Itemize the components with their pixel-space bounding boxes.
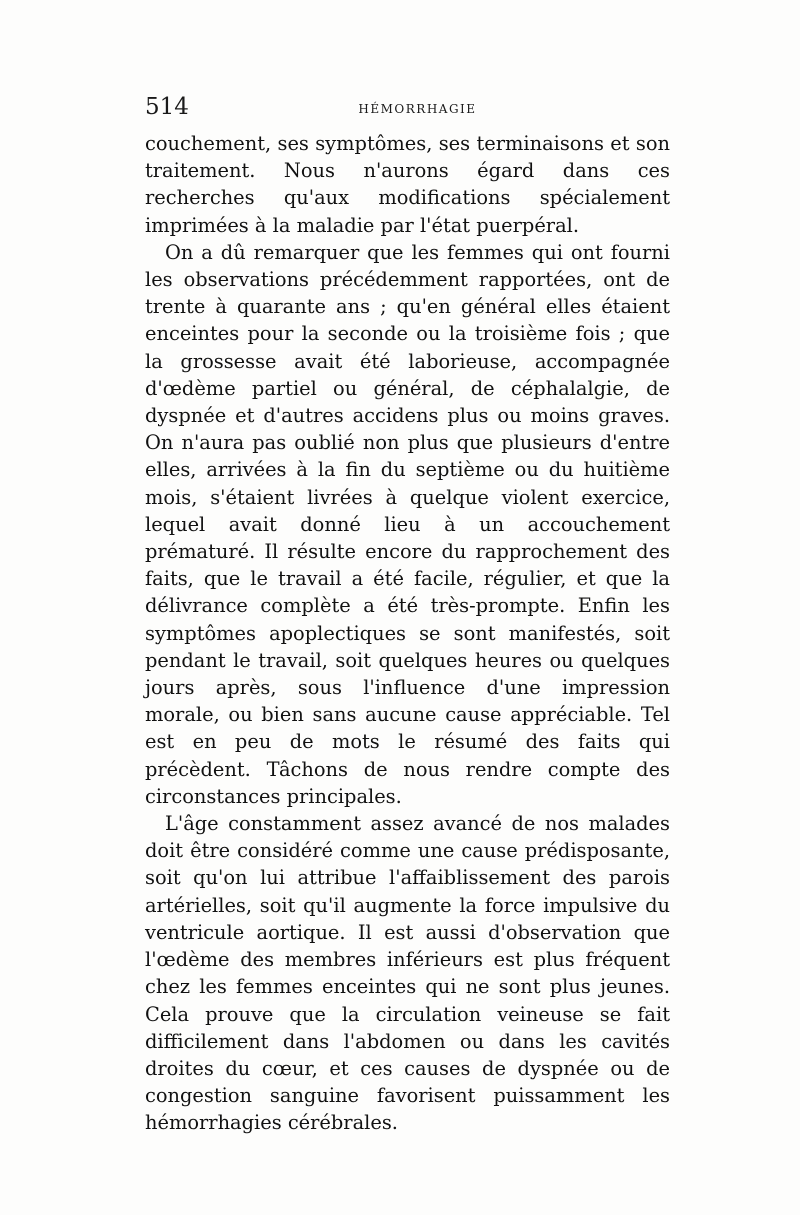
- paragraph-continuation: couchement, ses symptômes, ses terminaisons et son traitement. Nous n'aurons égard dans ces recherches qu'aux modifications spécialement imprimées à la maladie par l'état puerpéral.: [145, 132, 670, 237]
- paragraph-observations: On a dû remarquer que les femmes qui ont fourni les observations précédemment rapportées, ont de trente à quarante ans ; qu'en général elles étaient enceintes pour la seconde ou la troisième fois ; que la grossesse avait été laborieuse, accompagnée d'œdème partiel ou général, de céphalalgie, de dyspnée et d'autres accidens plus ou moins graves. On n'aura pas oublié non plus que plusieurs d'entre elles, arrivées à la fin du septième ou du huitième mois, s'étaient livrées à quelque violent exercice, lequel avait donné lieu à un accouchement prématuré. Il résulte encore du rapprochement des faits, que le travail a été facile, régulier, et que la délivrance complète a été très-prompte. Enfin les symptômes apoplectiques se sont manifestés, soit pendant le travail, soit quelques heures ou quelques jours après, sous l'influence d'une impression morale, ou bien sans aucune cause appréciable. Tel est en peu de mots le résumé des faits qui précèdent. Tâchons de nous rendre compte des circonstances principales.: [145, 240, 670, 808]
- running-title: HÉMORRHAGIE: [358, 102, 477, 116]
- page-header: [145, 92, 670, 128]
- page-number: 514: [145, 94, 189, 120]
- paragraph-age: L'âge constamment assez avancé de nos malades doit être considéré comme une cause prédisposante, soit qu'on lui attribue l'affaiblissement des parois artérielles, soit qu'il augmente la force impulsive du ventricule aortique. Il est aussi d'observation que l'œdème des membres inférieurs est plus fréquent chez les femmes enceintes qui ne sont plus jeunes. Cela prouve que la circulation veineuse se fait difficilement dans l'abdomen ou dans les cavités droites du cœur, et ces causes de dyspnée ou de congestion sanguine favorisent puissamment les hémorrhagies cérébrales.: [145, 812, 670, 1135]
- body-text: [145, 130, 670, 1137]
